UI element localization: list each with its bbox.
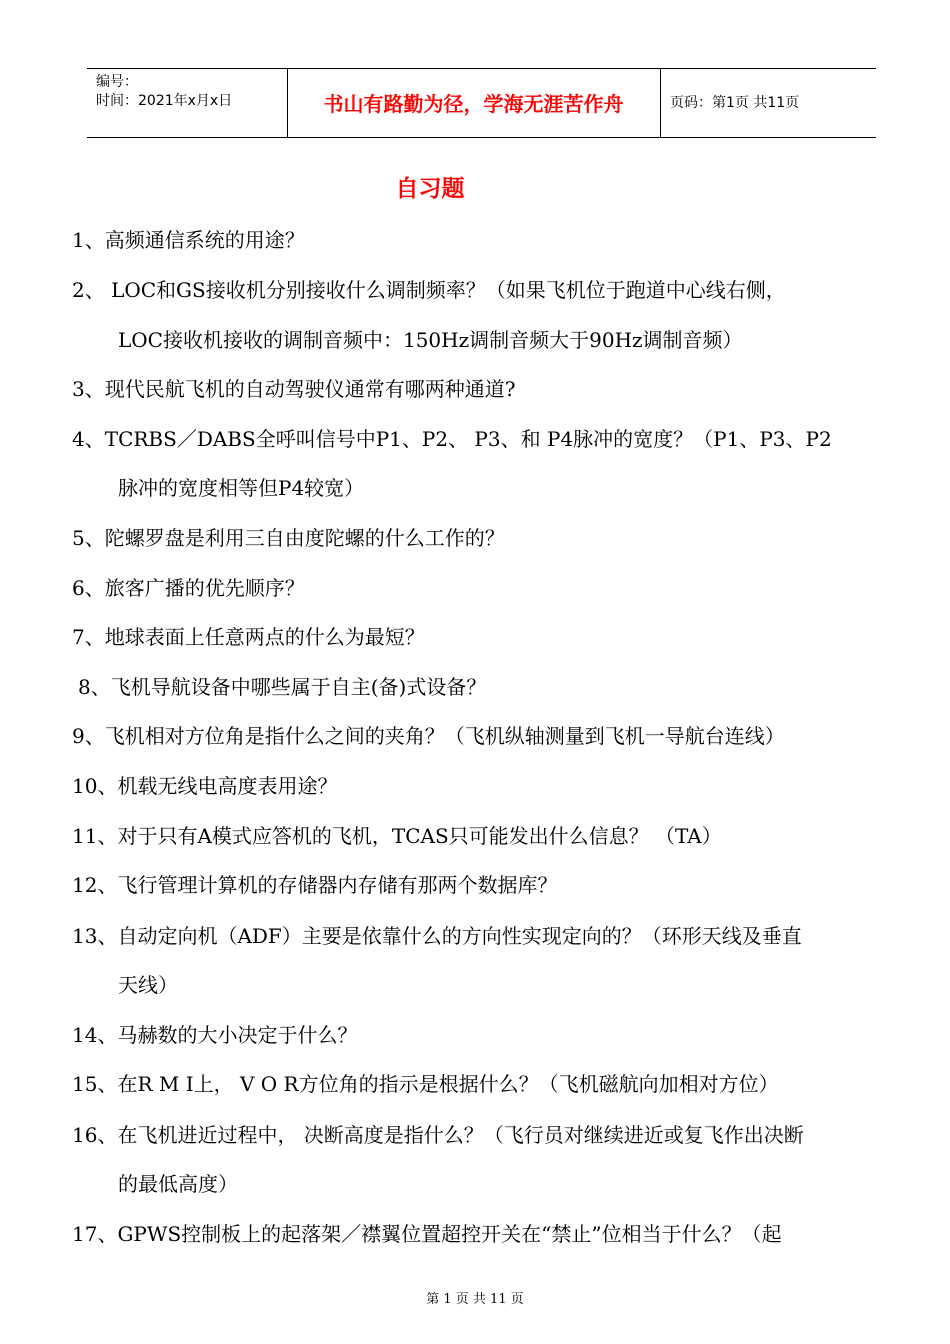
question-1: 1、高频通信系统的用途？ (72, 228, 305, 252)
question-11: 11、对于只有A模式应答机的飞机，TCAS只可能发出什么信息？ （TA） (72, 824, 722, 848)
question-2-continuation: LOC接收机接收的调制音频中：150Hz调制音频大于90Hz调制音频） (118, 328, 743, 352)
header-right-cell (661, 69, 876, 137)
question-16-continuation: 的最低高度） (118, 1172, 238, 1196)
question-13: 13、自动定向机（ADF）主要是依靠什么的方向性实现定向的？（环形天线及垂直 (72, 924, 802, 948)
page-footer: 第 1 页 共 11 页 (426, 1292, 524, 1307)
question-16: 16、在飞机进近过程中， 决断高度是指什么？（飞行员对继续进近或复飞作出决断 (72, 1123, 804, 1147)
question-8: 8、飞机导航设备中哪些属于自主(备)式设备？ (78, 675, 487, 699)
header-table (87, 68, 876, 138)
question-5: 5、陀螺罗盘是利用三自由度陀螺的什么工作的？ (72, 526, 505, 550)
header-middle-cell (287, 69, 661, 137)
question-3: 3、现代民航飞机的自动驾驶仪通常有哪两种通道? (72, 377, 516, 401)
question-12: 12、飞行管理计算机的存储器内存储有那两个数据库？ (72, 873, 558, 897)
question-15: 15、在R M I上， V O R方位角的指示是根据什么？（飞机磁航向加相对方位） (72, 1072, 779, 1096)
document-title: 自习题 (395, 176, 465, 202)
question-17: 17、GPWS控制板上的起落架／襟翼位置超控开关在“禁止”位相当于什么？（起 (72, 1222, 782, 1246)
question-4-continuation: 脉冲的宽度相等但P4较宽） (118, 476, 365, 500)
date-label: 时间：2021年x月x日 (96, 93, 233, 109)
page-label: 页码：第1页 共11页 (670, 95, 800, 111)
slogan: 书山有路勤为径，学海无涯苦作舟 (323, 92, 624, 116)
question-6: 6、旅客广播的优先顺序？ (72, 576, 305, 600)
question-4: 4、TCRBS／DABS全呼叫信号中P1、P2、 P3、和 P4脉冲的宽度？（P1、P3、P2 (72, 427, 832, 451)
number-label: 编号： (96, 74, 138, 90)
question-9: 9、飞机相对方位角是指什么之间的夹角？（飞机纵轴测量到飞机一导航台连线） (72, 724, 785, 748)
question-13-continuation: 天线） (118, 973, 178, 997)
header-left-cell (87, 69, 288, 137)
question-14: 14、马赫数的大小决定于什么？ (72, 1023, 358, 1047)
question-2: 2、 LOC和GS接收机分别接收什么调制频率？（如果飞机位于跑道中心线右侧， (72, 278, 786, 302)
question-10: 10、机载无线电高度表用途？ (72, 774, 338, 798)
question-7: 7、地球表面上任意两点的什么为最短？ (72, 625, 425, 649)
